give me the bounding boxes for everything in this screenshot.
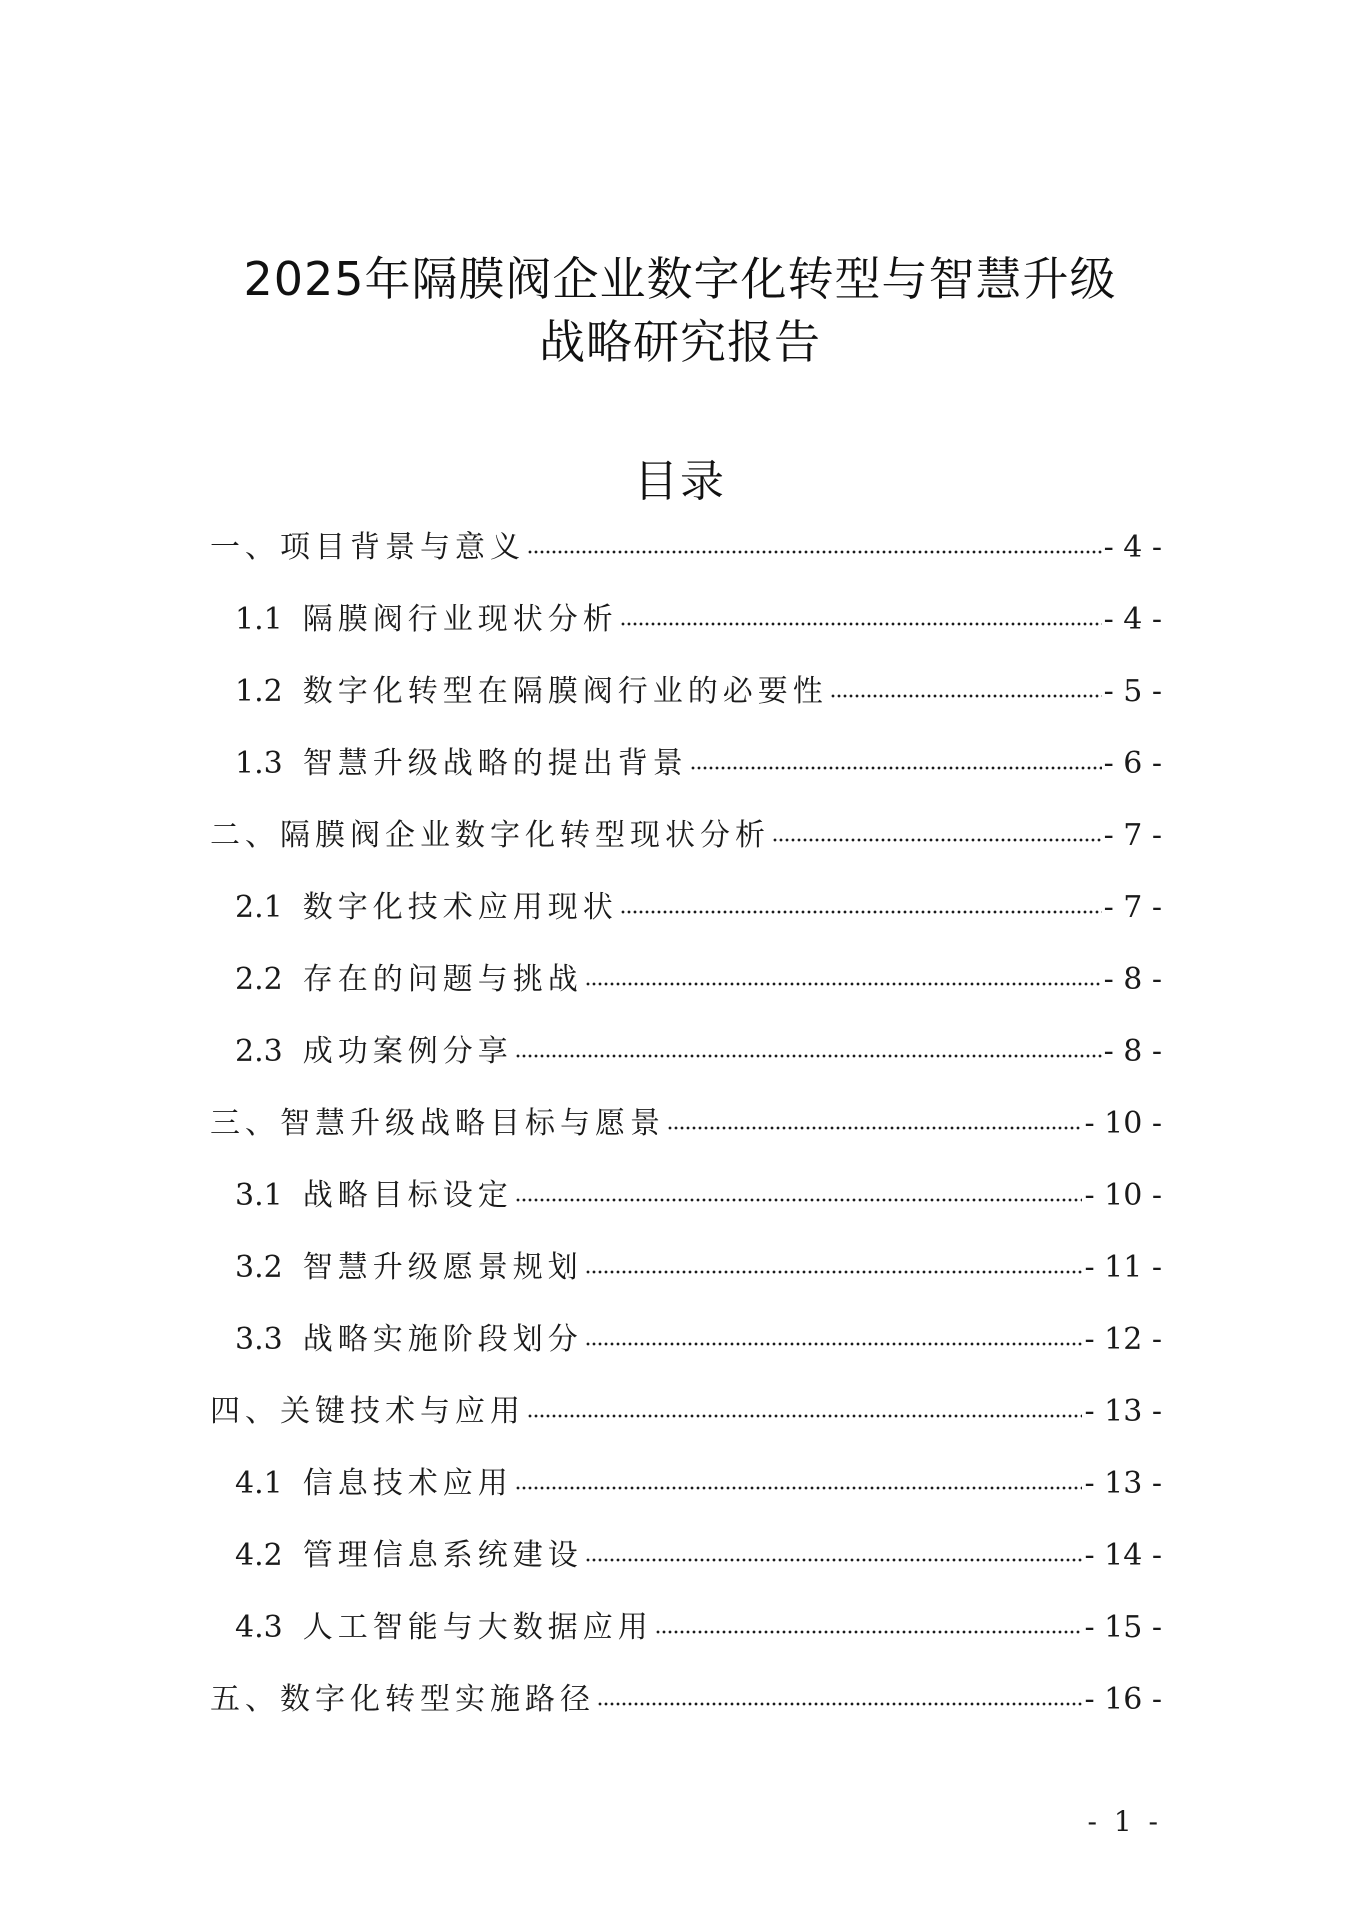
toc-section-entry[interactable] [210,1028,1162,1100]
toc-entry-title: 三、智慧升级战略目标与愿景 [210,1106,665,1141]
toc-dot-leader [690,743,1102,773]
toc-entry-page: - 8 - [1103,1034,1162,1069]
toc-entry-number: 2.3 [235,1034,283,1069]
toc-entry-page: - 13 - [1084,1466,1162,1501]
toc-entry-title: 二、隔膜阀企业数字化转型现状分析 [210,818,770,853]
toc-section-entry[interactable] [210,956,1162,1028]
toc-section-entry[interactable] [210,1172,1162,1244]
toc-entry-page: - 13 - [1084,1394,1162,1429]
toc-chapter-entry[interactable] [210,1388,1162,1460]
toc-entry-number: 1.3 [235,746,283,781]
document-title-line-2: 战略研究报告 [539,315,821,369]
toc-dot-leader [655,1607,1083,1637]
toc-section-entry[interactable] [210,740,1162,812]
toc-chapter-entry[interactable] [210,812,1162,884]
toc-section-entry[interactable] [210,1604,1162,1676]
toc-dot-leader [515,1175,1083,1205]
toc-entry-title: 智慧升级战略的提出背景 [302,746,688,781]
table-of-contents [210,524,1162,1748]
toc-entry-number: 3.1 [235,1178,283,1213]
toc-entry-number: 4.3 [235,1610,283,1645]
toc-entry-page: - 16 - [1084,1682,1162,1717]
toc-dot-leader [515,1463,1083,1493]
toc-entry-page: - 4 - [1103,602,1162,637]
toc-dot-leader [620,887,1102,917]
toc-dot-leader [667,1103,1082,1133]
toc-entry-title: 数字化技术应用现状 [302,890,618,925]
toc-dot-leader [527,1391,1082,1421]
toc-entry-number: 2.1 [235,890,283,925]
toc-dot-leader [585,1535,1083,1565]
toc-entry-page: - 15 - [1084,1610,1162,1645]
toc-dot-leader [620,599,1102,629]
toc-entry-page: - 11 - [1084,1250,1162,1285]
toc-entry-title: 成功案例分享 [302,1034,513,1069]
toc-entry-title: 智慧升级愿景规划 [302,1250,583,1285]
toc-dot-leader [585,1247,1083,1277]
toc-entry-page: - 7 - [1103,818,1162,853]
toc-dot-leader [585,1319,1083,1349]
toc-chapter-entry[interactable] [210,1676,1162,1748]
toc-section-entry[interactable] [210,1532,1162,1604]
toc-entry-title: 人工智能与大数据应用 [302,1610,653,1645]
toc-chapter-entry[interactable] [210,1100,1162,1172]
toc-entry-title: 隔膜阀行业现状分析 [302,602,618,637]
toc-entry-page: - 10 - [1084,1178,1162,1213]
toc-entry-title: 四、关键技术与应用 [210,1394,525,1429]
toc-entry-title: 信息技术应用 [302,1466,513,1501]
toc-entry-page: - 4 - [1103,530,1162,565]
document-title-line-1: 2025年隔膜阀企业数字化转型与智慧升级 [243,252,1117,306]
toc-entry-number: 1.1 [235,602,283,637]
toc-dot-leader [515,1031,1102,1061]
toc-entry-title: 一、项目背景与意义 [210,530,525,565]
toc-entry-number: 3.3 [235,1322,283,1357]
toc-dot-leader [527,527,1102,557]
toc-dot-leader [772,815,1102,845]
toc-entry-number: 2.2 [235,962,283,997]
toc-entry-page: - 7 - [1103,890,1162,925]
toc-dot-leader [597,1679,1082,1709]
toc-entry-number: 1.2 [235,674,283,709]
toc-entry-title: 五、数字化转型实施路径 [210,1682,595,1717]
toc-section-entry[interactable] [210,596,1162,668]
toc-entry-page: - 14 - [1084,1538,1162,1573]
toc-section-entry[interactable] [210,1244,1162,1316]
toc-section-entry[interactable] [210,1460,1162,1532]
toc-entry-title: 数字化转型在隔膜阀行业的必要性 [302,674,828,709]
toc-entry-number: 3.2 [235,1250,283,1285]
toc-entry-page: - 12 - [1084,1322,1162,1357]
toc-entry-number: 4.2 [235,1538,283,1573]
toc-section-entry[interactable] [210,884,1162,956]
page-number: - 1 - [1087,1805,1162,1838]
toc-entry-number: 4.1 [235,1466,283,1501]
toc-dot-leader [830,671,1102,701]
toc-entry-title: 战略目标设定 [302,1178,513,1213]
toc-entry-title: 战略实施阶段划分 [302,1322,583,1357]
toc-dot-leader [585,959,1102,989]
toc-chapter-entry[interactable] [210,524,1162,596]
toc-entry-page: - 8 - [1103,962,1162,997]
toc-section-entry[interactable] [210,668,1162,740]
toc-entry-title: 存在的问题与挑战 [302,962,583,997]
toc-section-entry[interactable] [210,1316,1162,1388]
toc-entry-page: - 5 - [1103,674,1162,709]
toc-entry-title: 管理信息系统建设 [302,1538,583,1573]
toc-heading: 目录 [634,456,726,507]
toc-entry-page: - 10 - [1084,1106,1162,1141]
toc-entry-page: - 6 - [1103,746,1162,781]
